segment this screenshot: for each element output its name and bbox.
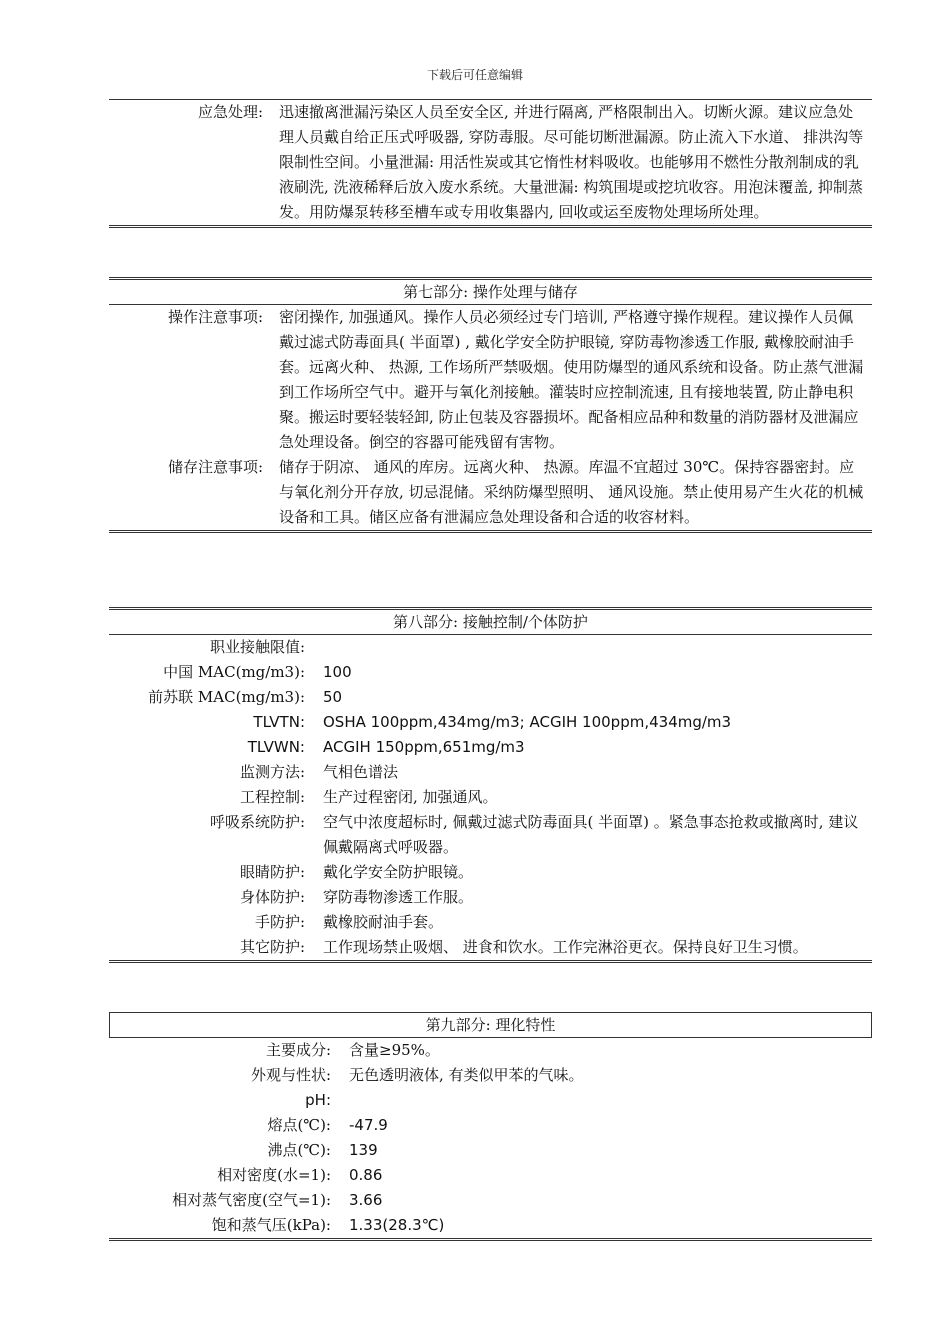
row-label: 呼吸系统防护:: [209, 813, 305, 831]
section-divider: [109, 1238, 872, 1241]
row-body-protection: [109, 885, 872, 910]
row-ph: [109, 1088, 872, 1113]
section-8: [109, 607, 872, 963]
row-exposure-limits: [109, 635, 872, 660]
row-value: 气相色谱法: [323, 763, 399, 781]
section-9: [109, 1012, 872, 1241]
row-label: 身体防护:: [239, 888, 305, 906]
row-label: 主要成分:: [265, 1041, 331, 1059]
section-9-title: 第九部分: 理化特性: [109, 1012, 872, 1038]
row-value: 生产过程密闭, 加强通风。: [323, 788, 498, 806]
row-label: 手防护:: [254, 913, 305, 931]
row-value: 空气中浓度超标时, 佩戴过滤式防毒面具( 半面罩) 。紧急事态抢救或撤离时, 建议佩戴隔离式呼吸器。: [323, 813, 859, 856]
row-value: 100: [323, 663, 352, 681]
row-handling-notes: [109, 305, 872, 455]
row-value: 迅速撤离泄漏污染区人员至安全区, 并进行隔离, 严格限制出入。切断火源。建议应急处理人员戴自给正压式呼吸器, 穿防毒服。尽可能切断泄漏源。防止流入下水道、 排洪沟等限制性空间。小量泄漏: 用活性炭或其它惰性材料吸收。也能够用不燃性分散剂制成的乳液刷洗, 洗液稀释后放入废水系统。大量泄漏: 构筑围堤或挖坑收容。用泡沫覆盖, 抑制蒸发。用防爆泵转移至槽车或专用收集器内, 回收或运至废物处理场所处理。: [279, 103, 864, 221]
section-divider: [109, 530, 872, 533]
row-boiling-point: [109, 1138, 872, 1163]
row-appearance: [109, 1063, 872, 1088]
row-melting-point: [109, 1113, 872, 1138]
row-label: 眼睛防护:: [239, 863, 305, 881]
row-main-component: [109, 1038, 872, 1063]
row-value: 穿防毒物渗透工作服。: [323, 888, 474, 906]
row-value: [349, 1088, 872, 1113]
row-china-mac: [109, 660, 872, 685]
row-value: OSHA 100ppm,434mg/m3; ACGIH 100ppm,434mg/m3: [323, 713, 732, 731]
row-emergency-handling: [109, 100, 872, 225]
row-value: 工作现场禁止吸烟、 进食和饮水。工作完淋浴更衣。保持良好卫生习惯。: [323, 938, 808, 956]
row-value: 戴化学安全防护眼镜。: [323, 863, 474, 881]
section-6-continued: [109, 99, 872, 228]
row-value: -47.9: [349, 1116, 388, 1134]
row-ussr-mac: [109, 685, 872, 710]
row-value: ACGIH 150ppm,651mg/m3: [323, 738, 525, 756]
row-label: 中国 MAC(mg/m3):: [163, 663, 305, 681]
row-value: 含量≥95%。: [349, 1041, 440, 1059]
row-respiratory-protection: [109, 810, 872, 860]
row-value: [323, 635, 872, 660]
row-tlvwn: [109, 735, 872, 760]
row-value: 1.33(28.3℃): [349, 1216, 445, 1234]
row-label: TLVWN:: [247, 738, 305, 756]
row-label: 职业接触限值:: [209, 638, 305, 656]
row-label: 监测方法:: [239, 763, 305, 781]
row-label: 熔点(℃):: [267, 1116, 331, 1134]
row-label: 其它防护:: [239, 938, 305, 956]
row-value: 0.86: [349, 1166, 383, 1184]
row-value: 3.66: [349, 1191, 383, 1209]
row-value: 无色透明液体, 有类似甲苯的气味。: [349, 1066, 584, 1084]
row-value: 139: [349, 1141, 378, 1159]
row-relative-density: [109, 1163, 872, 1188]
row-label: 饱和蒸气压(kPa):: [211, 1216, 331, 1234]
section-7-title: 第七部分: 操作处理与储存: [109, 277, 872, 305]
row-label: 应急处理:: [197, 103, 263, 121]
row-value: 50: [323, 688, 343, 706]
section-8-title: 第八部分: 接触控制/个体防护: [109, 607, 872, 635]
row-label: 沸点(℃):: [267, 1141, 331, 1159]
row-eye-protection: [109, 860, 872, 885]
row-label: 工程控制:: [239, 788, 305, 806]
row-vapor-density: [109, 1188, 872, 1213]
row-engineering-control: [109, 785, 872, 810]
row-value: 密闭操作, 加强通风。操作人员必须经过专门培训, 严格遵守操作规程。建议操作人员佩戴过滤式防毒面具( 半面罩) , 戴化学安全防护眼镜, 穿防毒物渗透工作服, 戴橡胶耐油手套。远离火种、 热源, 工作场所严禁吸烟。使用防爆型的通风系统和设备。防止蒸气泄漏到工作场所空气中。避开与氧化剂接触。灌装时应控制流速, 且有接地装置, 防止静电积聚。搬运时要轻装轻卸, 防止包装及容器损坏。配备相应品种和数量的消防器材及泄漏应急处理设备。倒空的容器可能残留有害物。: [279, 308, 864, 451]
row-label: pH:: [305, 1091, 331, 1109]
header-note: 下载后可任意编辑: [426, 68, 523, 82]
row-label: 储存注意事项:: [167, 458, 263, 476]
row-label: TLVTN:: [253, 713, 305, 731]
row-monitoring-method: [109, 760, 872, 785]
row-other-protection: [109, 935, 872, 960]
row-hand-protection: [109, 910, 872, 935]
row-storage-notes: [109, 455, 872, 530]
row-label: 相对蒸气密度(空气=1):: [172, 1191, 331, 1209]
row-label: 外观与性状:: [250, 1066, 331, 1084]
section-divider: [109, 960, 872, 963]
row-label: 相对密度(水=1):: [217, 1166, 331, 1184]
section-7: [109, 277, 872, 533]
row-vapor-pressure: [109, 1213, 872, 1238]
row-label: 前苏联 MAC(mg/m3):: [148, 688, 305, 706]
row-label: 操作注意事项:: [167, 308, 263, 326]
section-divider: [109, 225, 872, 228]
row-value: 戴橡胶耐油手套。: [323, 913, 444, 931]
row-value: 储存于阴凉、 通风的库房。远离火种、 热源。库温不宜超过 30℃。保持容器密封。应与氧化剂分开存放, 切忌混储。采纳防爆型照明、 通风设施。禁止使用易产生火花的机械设备和工具。储区应备有泄漏应急处理设备和合适的收容材料。: [279, 458, 864, 526]
row-tlvtn: [109, 710, 872, 735]
